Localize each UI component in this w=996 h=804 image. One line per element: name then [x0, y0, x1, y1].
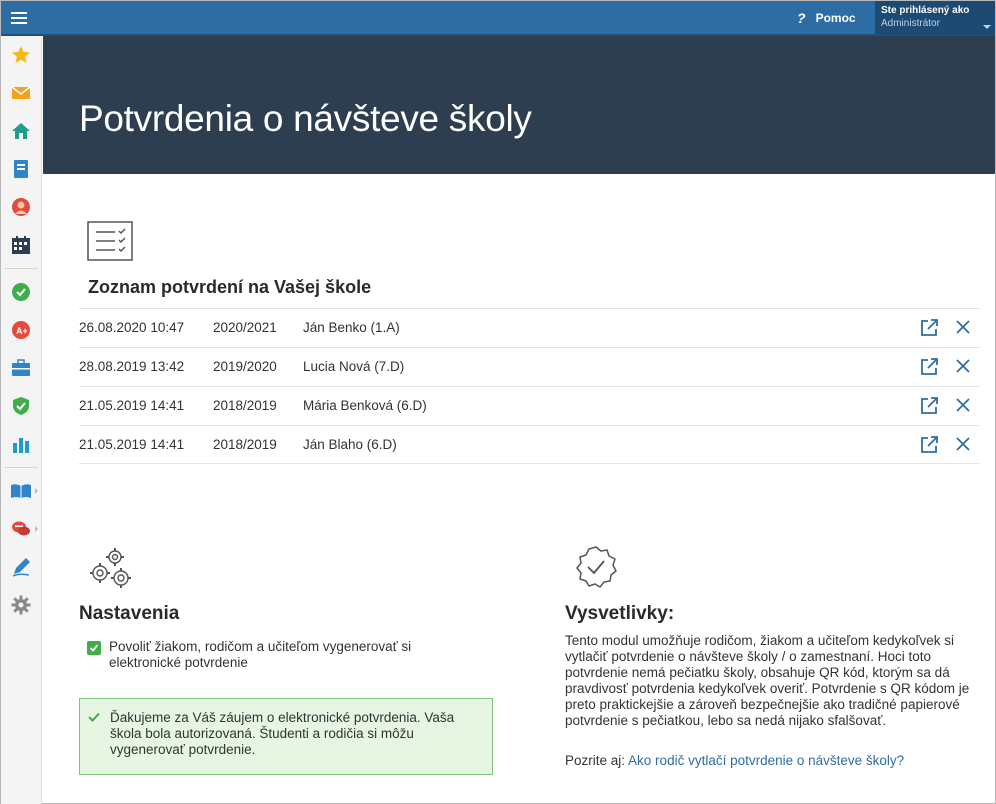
- explanations-title: Vysvetlivky:: [565, 603, 675, 624]
- row-school-year: 2018/2019: [213, 437, 277, 452]
- briefcase-icon: [11, 359, 31, 377]
- star-icon: [11, 45, 31, 65]
- bar-chart-icon: [12, 435, 30, 453]
- sidebar-item-settings[interactable]: [1, 586, 41, 624]
- table-row: [79, 347, 979, 386]
- home-icon: [11, 121, 31, 141]
- row-date: 21.05.2019 14:41: [79, 437, 185, 452]
- sidebar: [1, 36, 42, 804]
- pen-icon: [11, 557, 31, 577]
- shield-icon: [12, 396, 30, 416]
- sidebar-item-favorites[interactable]: [1, 36, 41, 74]
- sidebar-item-messages[interactable]: [1, 74, 41, 112]
- chevron-right-icon: [35, 488, 38, 494]
- success-alert: [79, 698, 493, 775]
- sidebar-item-people[interactable]: [1, 188, 41, 226]
- sidebar-item-work[interactable]: [1, 349, 41, 387]
- row-date: 28.08.2019 13:42: [79, 359, 185, 374]
- close-icon[interactable]: [955, 397, 971, 413]
- certificates-table: [79, 308, 979, 464]
- close-icon[interactable]: [955, 358, 971, 374]
- top-bar: [1, 1, 995, 36]
- check-circle-icon: [11, 282, 31, 302]
- user-menu-caption: Ste prihlásený ako: [881, 5, 970, 16]
- row-school-year: 2019/2020: [213, 359, 277, 374]
- sidebar-item-home[interactable]: [1, 112, 41, 150]
- checkbox-label: Povoliť žiakom, rodičom a učiteľom vygenerovať si elektronické potvrdenie: [109, 639, 412, 670]
- row-student: Mária Benková (6.D): [303, 398, 427, 413]
- sidebar-item-schedule[interactable]: [1, 226, 41, 264]
- alert-text: Ďakujeme za Váš záujem o elektronické potvrdenia. Vaša škola bola autorizovaná. Študenti a rodičia si môžu vygenerovať potvrdenie.: [110, 710, 455, 757]
- row-student: Ján Blaho (6.D): [303, 437, 397, 452]
- row-school-year: 2020/2021: [213, 320, 277, 335]
- hamburger-menu-button[interactable]: [1, 1, 36, 34]
- grade-icon: [11, 320, 31, 340]
- settings-title: Nastavenia: [79, 603, 180, 624]
- row-student: Ján Benko (1.A): [303, 320, 400, 335]
- sidebar-item-statistics[interactable]: [1, 425, 41, 463]
- table-row: [79, 308, 979, 347]
- sidebar-item-grades[interactable]: [1, 311, 41, 349]
- parent-print-help-link[interactable]: Ako rodič vytlačí potvrdenie o návšteve školy?: [628, 753, 905, 768]
- see-also: [565, 753, 904, 768]
- hamburger-icon: [11, 12, 27, 24]
- enable-certificates-option: [87, 639, 467, 671]
- explanations-text: Tento modul umožňuje rodičom, žiakom a učiteľom kedykoľvek si vytlačiť potvrdenie o návšteve školy / o zamestnaní. Hoci toto potvrdenie nemá pečiatku školy, obsahuje QR kód, ktorým sa dá pravdivosť potvrdenia kedykoľvek overiť. Potvrdenie s QR kódom je preto praktickejšie a zároveň bezpečnejšie ako tradičné papierové potvrdenie s pečiatkou, lebo sa nedá nijako sfalšovať.: [565, 633, 970, 728]
- user-name: Administrátor: [881, 18, 940, 29]
- svg-text:A+: A+: [16, 326, 28, 336]
- table-row: [79, 425, 979, 464]
- chat-icon: [11, 520, 31, 538]
- question-icon: ?: [797, 9, 806, 26]
- sidebar-item-library[interactable]: [1, 472, 41, 510]
- page-title: Potvrdenia o návšteve školy: [79, 98, 532, 139]
- help-label: Pomoc: [815, 10, 856, 25]
- close-icon[interactable]: [955, 436, 971, 452]
- book-icon: [10, 482, 32, 500]
- table-row: [79, 386, 979, 425]
- verified-badge-icon: [573, 545, 619, 589]
- chevron-right-icon: [35, 526, 38, 532]
- list-title: Zoznam potvrdení na Vašej škole: [88, 277, 372, 297]
- checklist-icon: [87, 221, 135, 261]
- close-icon[interactable]: [955, 319, 971, 335]
- enable-certificates-checkbox[interactable]: [87, 641, 101, 655]
- sidebar-item-security[interactable]: [1, 387, 41, 425]
- row-school-year: 2018/2019: [213, 398, 277, 413]
- user-icon: [11, 197, 31, 217]
- sidebar-item-chat[interactable]: [1, 510, 41, 548]
- open-external-icon[interactable]: [919, 435, 939, 455]
- checkmark-icon: [89, 643, 99, 653]
- mail-icon: [11, 85, 31, 101]
- chevron-down-icon: [983, 25, 991, 29]
- sidebar-item-notebook[interactable]: [1, 150, 41, 188]
- row-student: Lucia Nová (7.D): [303, 359, 405, 374]
- help-link[interactable]: [797, 1, 856, 34]
- page-header: [43, 36, 995, 174]
- user-menu[interactable]: [875, 1, 995, 34]
- gear-icon: [11, 595, 31, 615]
- calendar-icon: [11, 235, 31, 255]
- open-external-icon[interactable]: [919, 396, 939, 416]
- row-date: 21.05.2019 14:41: [79, 398, 185, 413]
- gears-icon: [89, 546, 135, 590]
- sidebar-item-edit[interactable]: [1, 548, 41, 586]
- notebook-icon: [13, 159, 29, 179]
- open-external-icon[interactable]: [919, 357, 939, 377]
- sidebar-item-attendance[interactable]: [1, 273, 41, 311]
- see-also-prefix: Pozrite aj:: [565, 753, 626, 768]
- row-date: 26.08.2020 10:47: [79, 320, 185, 335]
- checkmark-icon: [88, 712, 100, 722]
- open-external-icon[interactable]: [919, 318, 939, 338]
